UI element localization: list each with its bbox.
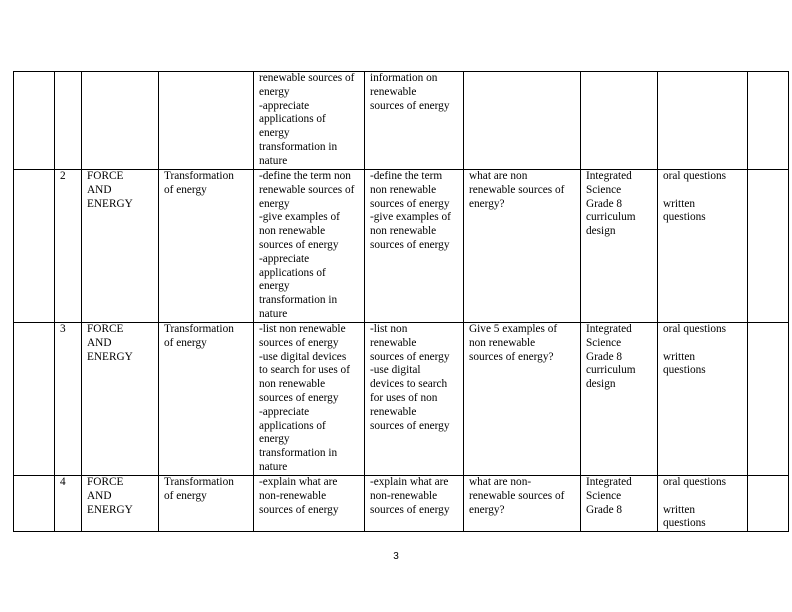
strand-cell: FORCE AND ENERGY [82, 476, 159, 532]
sub-strand-cell: Transformation of energy [159, 476, 254, 532]
week-cell [14, 170, 55, 323]
resources-cell: Integrated Science Grade 8 [581, 476, 658, 532]
learning-experiences-cell: -define the term non renewable sources of energy -give examples of non renewable sources of energy [365, 170, 464, 323]
lesson-cell: 3 [55, 323, 82, 476]
learning-outcomes-cell: -define the term non renewable sources of energy -give examples of non renewable sources of energy -appreciate applications of energy transformation in nature [254, 170, 365, 323]
week-cell [14, 476, 55, 532]
key-inquiry-cell: Give 5 examples of non renewable sources of energy? [464, 323, 581, 476]
lesson-cell: 4 [55, 476, 82, 532]
page-number: 3 [393, 551, 399, 562]
table-row [14, 323, 789, 476]
table-row [14, 170, 789, 323]
learning-outcomes-cell: -explain what are non-renewable sources of energy [254, 476, 365, 532]
strand-cell: FORCE AND ENERGY [82, 323, 159, 476]
week-cell [14, 72, 55, 170]
learning-experiences-cell: information on renewable sources of energy [365, 72, 464, 170]
learning-experiences-cell: -list non renewable sources of energy -use digital devices to search for uses of non renewable sources of energy [365, 323, 464, 476]
resources-cell [581, 72, 658, 170]
key-inquiry-cell: what are non renewable sources of energy? [464, 170, 581, 323]
key-inquiry-cell: what are non- renewable sources of energy? [464, 476, 581, 532]
key-inquiry-cell [464, 72, 581, 170]
scheme-of-work-table [13, 71, 789, 532]
strand-cell: FORCE AND ENERGY [82, 170, 159, 323]
table-body [14, 72, 789, 532]
lesson-cell: 2 [55, 170, 82, 323]
lesson-cell [55, 72, 82, 170]
table-row [14, 72, 789, 170]
remarks-cell [748, 323, 789, 476]
sub-strand-cell: Transformation of energy [159, 170, 254, 323]
remarks-cell [748, 170, 789, 323]
sub-strand-cell: Transformation of energy [159, 323, 254, 476]
resources-cell: Integrated Science Grade 8 curriculum design [581, 170, 658, 323]
remarks-cell [748, 476, 789, 532]
learning-outcomes-cell: renewable sources of energy -appreciate applications of energy transformation in nature [254, 72, 365, 170]
assessment-cell: oral questions written questions [658, 170, 748, 323]
strand-cell [82, 72, 159, 170]
learning-experiences-cell: -explain what are non-renewable sources of energy [365, 476, 464, 532]
assessment-cell: oral questions written questions [658, 476, 748, 532]
week-cell [14, 323, 55, 476]
assessment-cell: oral questions written questions [658, 323, 748, 476]
learning-outcomes-cell: -list non renewable sources of energy -use digital devices to search for uses of non renewable sources of energy -appreciate applications of energy transformation in nature [254, 323, 365, 476]
table-row [14, 476, 789, 532]
sub-strand-cell [159, 72, 254, 170]
remarks-cell [748, 72, 789, 170]
resources-cell: Integrated Science Grade 8 curriculum design [581, 323, 658, 476]
assessment-cell [658, 72, 748, 170]
